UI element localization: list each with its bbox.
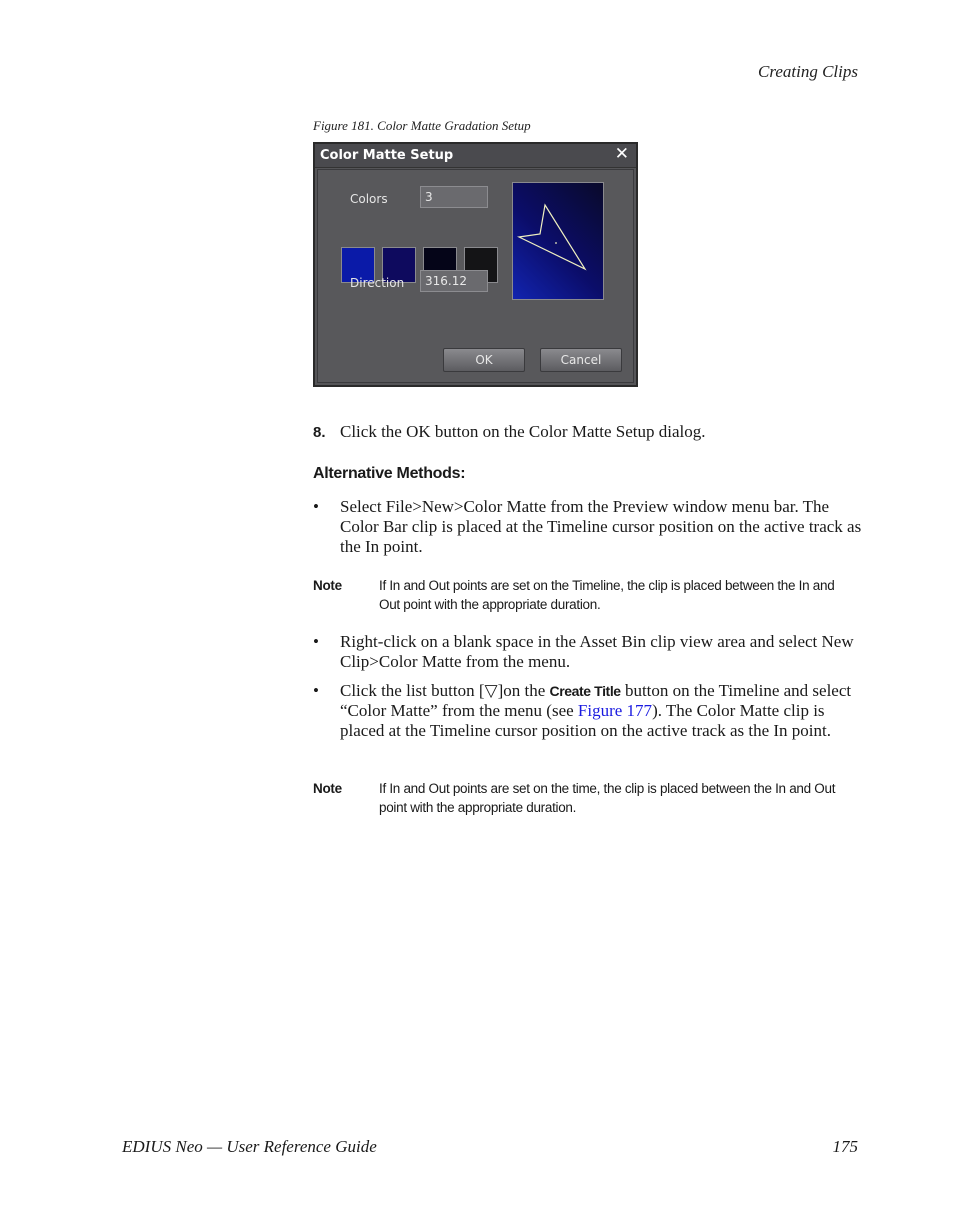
running-header: Creating Clips — [758, 62, 858, 81]
step-8 — [313, 422, 705, 442]
note-label: Note — [313, 781, 342, 796]
note-text: If In and Out points are set on the Timeline, the clip is placed between the In and Out point with the appropriate duration. — [379, 578, 835, 612]
direction-input[interactable] — [420, 270, 488, 292]
page-number: 175 — [832, 1137, 858, 1156]
color-matte-setup-dialog — [313, 142, 638, 387]
gradient-preview[interactable] — [512, 182, 604, 300]
text-run: button on the Timeline and select “Color Matte” from the menu (see — [340, 681, 852, 720]
bullet-dot: • — [313, 497, 319, 516]
bullet-text: Right-click on a blank space in the Asset Bin clip view area and select New Clip>Color Matte from the menu. — [340, 632, 854, 671]
direction-label: Direction — [350, 276, 405, 290]
dialog-title: Color Matte Setup — [320, 148, 454, 163]
figure-177-link[interactable]: Figure 177 — [577, 701, 653, 720]
text-run: Click the list button [▽]on the — [340, 681, 550, 700]
cancel-button[interactable]: Cancel — [540, 348, 622, 372]
bullet-dot: • — [313, 681, 319, 700]
colors-label: Colors — [350, 192, 388, 206]
note-text: If In and Out points are set on the time, the clip is placed between the In and Out point with the appropriate duration. — [379, 781, 836, 815]
step-number: 8. — [313, 424, 326, 441]
colors-input[interactable] — [420, 186, 488, 208]
note-label: Note — [313, 578, 342, 593]
dialog-titlebar[interactable] — [315, 144, 636, 168]
create-title-term: Create Title — [549, 683, 621, 699]
bullet-item-2 — [313, 632, 863, 672]
bullet-text — [340, 681, 863, 741]
direction-arrow-icon — [513, 183, 603, 299]
step-text: Click the OK button on the Color Matte Setup dialog. — [340, 422, 706, 441]
text-run: ). The Color Matte clip is placed at the Timeline cursor position on the active track as the In point. — [340, 701, 831, 740]
footer-guide-title: EDIUS Neo — User Reference Guide — [122, 1137, 377, 1156]
close-icon[interactable]: ✕ — [614, 144, 629, 164]
dialog-body — [317, 169, 634, 383]
note-2 — [313, 779, 853, 817]
bullet-item-3 — [313, 681, 863, 741]
bullet-item-1 — [313, 497, 863, 557]
note-1 — [313, 576, 853, 614]
figure-caption: Figure 181. Color Matte Gradation Setup — [313, 118, 531, 133]
bullet-dot: • — [313, 632, 319, 651]
ok-button[interactable]: OK — [443, 348, 525, 372]
bullet-text: Select File>New>Color Matte from the Preview window menu bar. The Color Bar clip is placed at the Timeline cursor position on the active track as the In point. — [340, 497, 862, 556]
section-heading: Alternative Methods: — [313, 465, 466, 482]
